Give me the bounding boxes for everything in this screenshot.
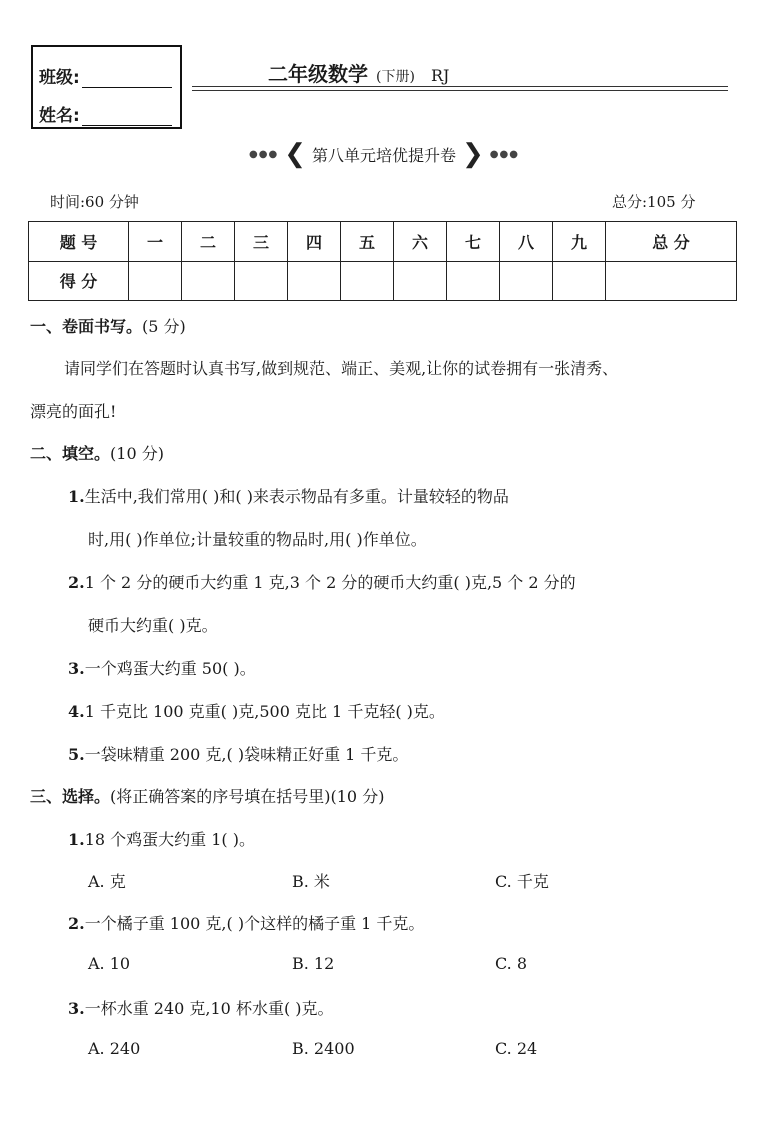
header-cell: 九	[553, 222, 606, 262]
name-label: 姓名:	[39, 106, 80, 126]
student-info-box	[31, 45, 182, 129]
fill-question-1-cont: 时,用( )作单位;计量较重的物品时,用( )作单位。	[88, 530, 427, 549]
question-number: 3.	[68, 999, 85, 1018]
score-cell[interactable]	[182, 261, 235, 301]
score-cell[interactable]	[341, 261, 394, 301]
question-text: 一个鸡蛋大约重 50( )。	[84, 659, 256, 678]
score-cell[interactable]	[500, 261, 553, 301]
left-brace-ornament: ❮	[284, 139, 306, 169]
section-1-points: (5 分)	[142, 317, 186, 336]
page-title	[268, 58, 449, 87]
score-cell[interactable]	[235, 261, 288, 301]
volume-text: (下册)	[376, 69, 415, 85]
choice-question-1	[68, 827, 255, 850]
time-limit: 时间:60 分钟	[50, 193, 139, 211]
score-cell[interactable]	[447, 261, 500, 301]
section-3-title: 三、选择。	[30, 787, 111, 806]
title-text: 二年级数学	[268, 62, 368, 86]
unit-title: 第八单元培优提升卷	[311, 145, 456, 165]
score-row-label: 得 分	[29, 261, 129, 301]
score-cell[interactable]	[288, 261, 341, 301]
fill-question-1	[68, 484, 509, 507]
question-text: 生活中,我们常用( )和( )来表示物品有多重。计量较轻的物品	[84, 487, 509, 506]
option-c[interactable]: C. 千克	[495, 872, 549, 891]
score-header-row	[29, 222, 737, 262]
total-score: 总分:105 分	[612, 193, 696, 211]
class-blank[interactable]	[82, 71, 172, 88]
section-2-heading	[30, 441, 164, 464]
header-cell: 一	[129, 222, 182, 262]
fill-question-5	[68, 742, 408, 765]
score-cell[interactable]	[606, 261, 737, 301]
question-text: 一个橘子重 100 克,( )个这样的橘子重 1 千克。	[84, 914, 425, 933]
name-blank[interactable]	[82, 109, 172, 126]
question-number: 1.	[68, 487, 85, 506]
question-text: 1 千克比 100 克重( )克,500 克比 1 千克轻( )克。	[84, 702, 445, 721]
question-text: 一杯水重 240 克,10 杯水重( )克。	[84, 999, 334, 1018]
edition-text: RJ	[430, 66, 450, 85]
name-field[interactable]	[39, 101, 172, 126]
question-number: 2.	[68, 914, 85, 933]
question-number: 4.	[68, 702, 85, 721]
section-2-points: (10 分)	[110, 444, 164, 463]
score-cell[interactable]	[394, 261, 447, 301]
option-c[interactable]: C. 24	[495, 1039, 538, 1058]
fill-question-3	[68, 656, 256, 679]
option-b[interactable]: B. 米	[292, 872, 330, 891]
option-b[interactable]: B. 12	[292, 954, 335, 973]
option-c[interactable]: C. 8	[495, 954, 528, 973]
question-number: 3.	[68, 659, 85, 678]
choice-question-2	[68, 911, 424, 934]
class-label: 班级:	[39, 68, 80, 88]
header-cell: 二	[182, 222, 235, 262]
right-brace-ornament: ❯	[462, 139, 484, 169]
header-cell: 七	[447, 222, 500, 262]
score-table	[28, 221, 737, 301]
header-cell: 六	[394, 222, 447, 262]
question-text: 18 个鸡蛋大约重 1( )。	[84, 830, 255, 849]
option-b[interactable]: B. 2400	[292, 1039, 355, 1058]
question-text: 一袋味精重 200 克,( )袋味精正好重 1 千克。	[84, 745, 409, 764]
section-3-points: (将正确答案的序号填在括号里)(10 分)	[110, 787, 385, 806]
question-text: 1 个 2 分的硬币大约重 1 克,3 个 2 分的硬币大约重( )克,5 个 2 分的	[84, 573, 576, 592]
section-1-line-2: 漂亮的面孔!	[30, 402, 117, 421]
header-cell: 题 号	[29, 222, 129, 262]
option-a[interactable]: A. 10	[88, 954, 131, 973]
fill-question-2-cont: 硬币大约重( )克。	[88, 616, 218, 635]
section-1-heading	[30, 314, 186, 337]
score-entry-row	[29, 261, 737, 301]
title-rule-top	[192, 86, 728, 87]
header-cell: 总 分	[606, 222, 737, 262]
section-2-title: 二、填空。	[30, 444, 111, 463]
header-cell: 四	[288, 222, 341, 262]
header-cell: 三	[235, 222, 288, 262]
fill-question-4	[68, 699, 445, 722]
right-dots-ornament: ●●●	[489, 148, 519, 160]
fill-question-2	[68, 570, 576, 593]
title-rule-bottom	[192, 90, 728, 91]
question-number: 2.	[68, 573, 85, 592]
header-cell: 五	[341, 222, 394, 262]
unit-banner	[224, 136, 544, 172]
section-3-heading	[30, 784, 384, 807]
score-cell[interactable]	[553, 261, 606, 301]
class-field[interactable]	[39, 63, 172, 88]
score-cell[interactable]	[129, 261, 182, 301]
question-number: 1.	[68, 830, 85, 849]
option-a[interactable]: A. 克	[88, 872, 126, 891]
choice-question-3	[68, 996, 334, 1019]
section-1-title: 一、卷面书写。	[30, 317, 143, 336]
header-cell: 八	[500, 222, 553, 262]
question-number: 5.	[68, 745, 85, 764]
option-a[interactable]: A. 240	[88, 1039, 141, 1058]
section-1-line-1: 请同学们在答题时认真书写,做到规范、端正、美观,让你的试卷拥有一张清秀、	[64, 359, 619, 378]
left-dots-ornament: ●●●	[249, 148, 279, 160]
